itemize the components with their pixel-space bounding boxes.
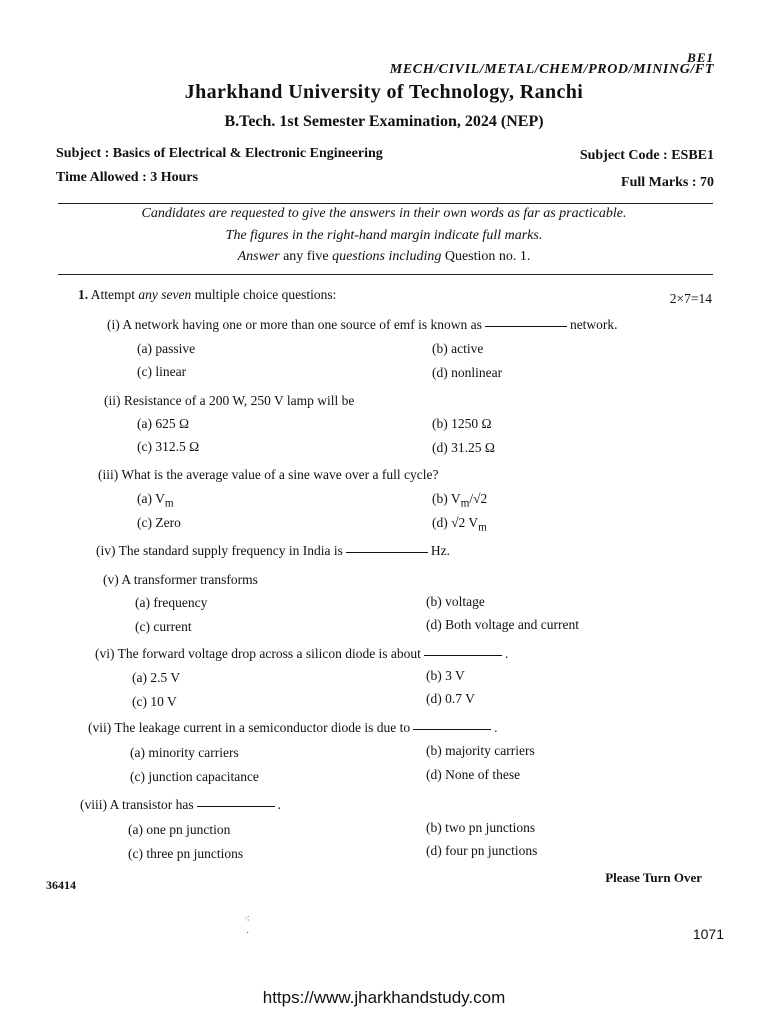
- subquestion-vii-stem: [88, 720, 498, 736]
- subquestion-number: (iii): [98, 467, 119, 482]
- paper-code-footer: 36414: [46, 878, 76, 892]
- subquestion-text-tail: network.: [569, 317, 618, 332]
- option-viii-a: (a) one pn junction: [128, 822, 231, 837]
- full-marks: Full Marks : 70: [621, 175, 714, 190]
- option-viii-c: (c) three pn junctions: [128, 846, 244, 861]
- option-vii-b: (b) majority carriers: [426, 743, 535, 758]
- option-text: (a) V: [137, 491, 165, 506]
- subscript-m: m: [460, 497, 470, 510]
- option-i-d: (d) nonlinear: [432, 365, 503, 380]
- subject-code: Subject Code : ESBE1: [579, 148, 714, 163]
- subquestion-number: (ii): [104, 393, 121, 408]
- subquestion-text: A network having one or more than one source of emf is known as: [122, 317, 482, 332]
- option-i-b: (b) active: [432, 341, 484, 356]
- option-tail: /√2: [469, 491, 488, 506]
- option-v-b: (b) voltage: [426, 594, 485, 609]
- option-v-c: (c) current: [135, 619, 192, 634]
- scan-speck: ⁖: [244, 914, 250, 925]
- source-url-link[interactable]: https://www.jharkhandstudy.com: [262, 988, 506, 1007]
- subquestion-iii-stem: [98, 467, 438, 483]
- answer-blank: [413, 728, 491, 730]
- subquestion-number: (vii): [88, 720, 112, 735]
- subquestion-text: The standard supply frequency in India is: [118, 543, 343, 558]
- option-ii-a: (a) 625 Ω: [137, 416, 190, 431]
- option-v-a: (a) frequency: [135, 595, 208, 610]
- option-iii-c: (c) Zero: [137, 515, 181, 530]
- paper-code-top: BE1: [687, 50, 714, 65]
- subquestion-number: (vi): [95, 646, 115, 661]
- instruction-question-one: Question no. 1.: [441, 249, 531, 264]
- question-1-marks: 2×7=14: [669, 291, 712, 306]
- option-i-c: (c) linear: [137, 364, 187, 379]
- option-ii-c: (c) 312.5 Ω: [137, 439, 200, 454]
- option-vii-d: (d) None of these: [426, 767, 521, 782]
- option-vi-b: (b) 3 V: [426, 668, 465, 683]
- subquestion-text: The leakage current in a semiconductor diode is due to: [114, 720, 411, 735]
- option-iii-a: [137, 491, 174, 510]
- option-i-a: (a) passive: [137, 341, 196, 356]
- instructions-rule: [58, 274, 713, 275]
- option-viii-b: (b) two pn junctions: [426, 820, 536, 835]
- instruction-including: questions including: [332, 249, 442, 264]
- subquestion-number: (v): [103, 572, 119, 587]
- subquestion-number: (viii): [80, 797, 107, 812]
- subscript-m: m: [164, 497, 174, 510]
- page-number: 1071: [692, 926, 724, 942]
- instruction-line-2: The figures in the right-hand margin indicate full marks.: [225, 228, 543, 243]
- option-text: (d) √2 V: [432, 515, 479, 530]
- subquestion-iv-stem: [96, 543, 450, 559]
- option-vii-c: (c) junction capacitance: [130, 769, 259, 784]
- subquestion-text: The forward voltage drop across a silicon diode is about: [117, 646, 421, 661]
- scan-speck: ·: [246, 928, 250, 939]
- header-rule: [58, 203, 713, 204]
- please-turn-over: Please Turn Over: [605, 870, 702, 885]
- subquestion-text-tail: .: [504, 646, 509, 661]
- subquestion-number: (i): [107, 317, 120, 332]
- option-iii-b: [432, 491, 487, 510]
- subquestion-ii-stem: [104, 393, 354, 409]
- subquestion-text-tail: .: [277, 797, 282, 812]
- answer-blank: [346, 551, 428, 553]
- option-vi-d: (d) 0.7 V: [426, 691, 475, 706]
- option-vii-a: (a) minority carriers: [130, 745, 239, 760]
- option-text: (b) V: [432, 491, 461, 506]
- question-text-a: Attempt: [90, 287, 139, 302]
- option-ii-b: (b) 1250 Ω: [432, 416, 492, 431]
- subquestion-text-tail: .: [494, 720, 498, 735]
- option-vi-a: (a) 2.5 V: [132, 670, 181, 685]
- answer-blank: [424, 654, 502, 656]
- option-v-d: (d) Both voltage and current: [426, 617, 579, 632]
- answer-blank: [197, 805, 275, 807]
- option-vi-c: (c) 10 V: [132, 694, 177, 709]
- subject-label: Subject : Basics of Electrical & Electronic Engineering: [56, 146, 383, 161]
- subquestion-text: Resistance of a 200 W, 250 V lamp will be: [123, 393, 355, 408]
- subquestion-text: A transformer transforms: [121, 572, 258, 587]
- subquestion-viii-stem: [80, 797, 281, 813]
- answer-blank: [485, 325, 567, 327]
- option-iii-d: [432, 515, 487, 534]
- exam-title: B.Tech. 1st Semester Examination, 2024 (NEP): [224, 113, 544, 130]
- subquestion-i-stem: [107, 317, 618, 333]
- university-title: Jharkhand University of Technology, Ranchi: [184, 81, 584, 103]
- instruction-line-3: [0, 249, 768, 265]
- question-text-any-seven: any seven: [138, 287, 192, 302]
- question-text-c: multiple choice questions:: [191, 287, 337, 302]
- option-viii-d: (d) four pn junctions: [426, 843, 538, 858]
- branches-line: MECH/CIVIL/METAL/CHEM/PROD/MINING/FT: [389, 62, 714, 77]
- subscript-m: m: [478, 521, 487, 534]
- subquestion-number: (iv): [96, 543, 116, 558]
- subquestion-text-tail: Hz.: [430, 543, 450, 558]
- instruction-answer: Answer: [237, 249, 280, 264]
- option-ii-d: (d) 31.25 Ω: [432, 440, 495, 455]
- question-1-stem: [78, 287, 336, 303]
- question-number: 1.: [78, 287, 89, 302]
- instruction-any-five: any five: [279, 249, 333, 264]
- subquestion-text: A transistor has: [109, 797, 194, 812]
- time-allowed: Time Allowed : 3 Hours: [56, 170, 199, 185]
- subquestion-text: What is the average value of a sine wave over a full cycle?: [121, 467, 439, 482]
- subquestion-v-stem: [103, 572, 258, 588]
- instruction-line-1: Candidates are requested to give the answers in their own words as far as practicable.: [141, 206, 627, 221]
- subquestion-vi-stem: [95, 646, 508, 662]
